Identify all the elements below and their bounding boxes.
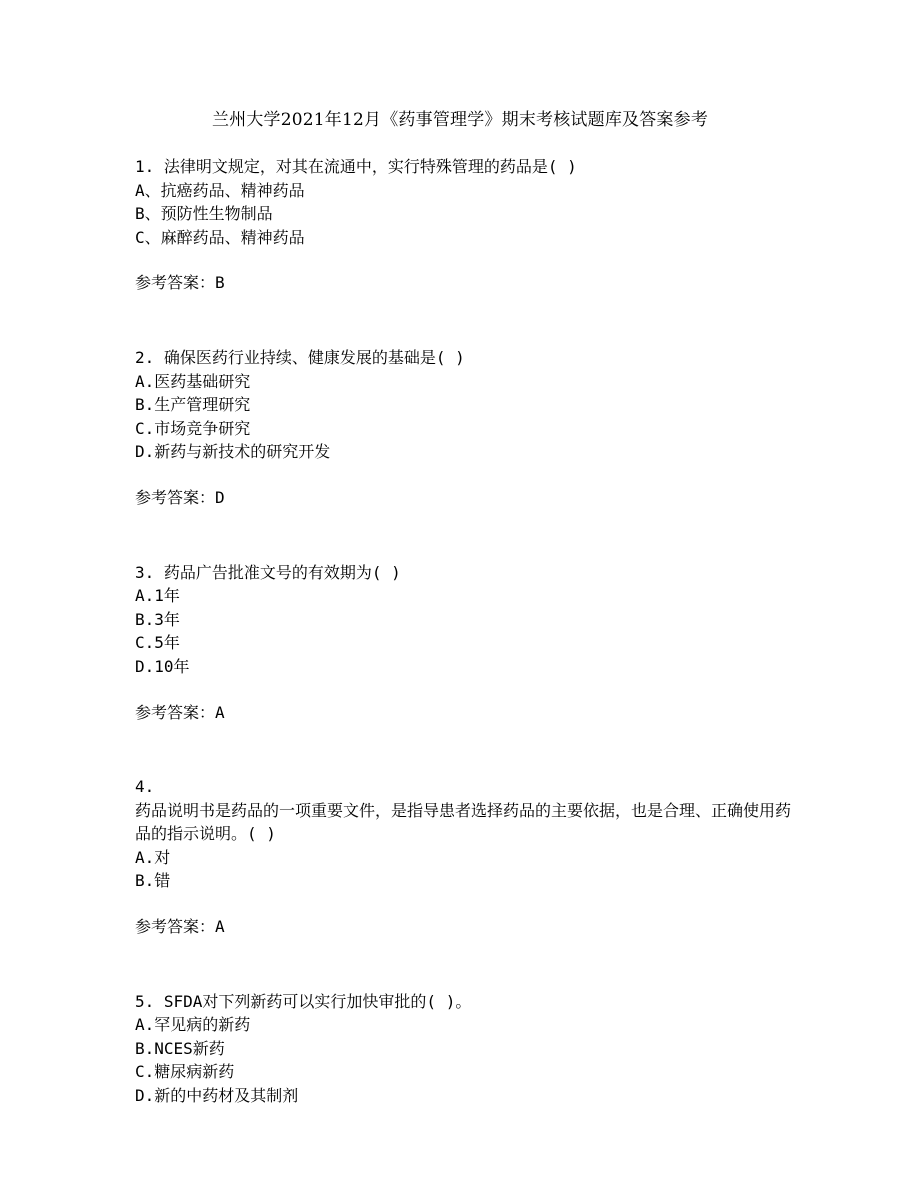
question-option: B.生产管理研究 [135,395,251,415]
question-option: D.10年 [135,656,190,676]
question-3 [135,561,795,725]
reference-answer: 参考答案：D [135,487,225,507]
question-5 [135,990,795,1108]
question-stem: 3. 药品广告批准文号的有效期为( ) [135,562,401,582]
question-2 [135,346,795,510]
question-4 [135,775,795,939]
question-option: C.市场竞争研究 [135,418,251,438]
question-stem: 5. SFDA对下列新药可以实行加快审批的( )。 [135,991,472,1011]
question-option: A.罕见病的新药 [135,1015,251,1035]
question-option: C.5年 [135,633,180,653]
question-option: B、预防性生物制品 [135,204,273,224]
question-stem: 1. 法律明文规定，对其在流通中，实行特殊管理的药品是( ) [135,157,577,176]
question-option: A.对 [135,847,171,867]
question-option: C.糖尿病新药 [135,1062,235,1082]
document-title: 兰州大学2021年12月《药事管理学》期末考核试题库及答案参考 [211,110,709,130]
question-option: C、麻醉药品、精神药品 [135,227,305,247]
reference-answer: 参考答案：A [135,917,225,937]
question-stem: 药品说明书是药品的一项重要文件，是指导患者选择药品的主要依据，也是合理、正确使用药品的指示说明。( ) [135,800,792,844]
question-list [135,155,795,1108]
reference-answer: 参考答案：A [135,702,225,722]
question-option: B.错 [135,871,171,891]
question-option: B.NCES新药 [135,1038,225,1058]
question-number: 4. [135,777,155,797]
question-option: A.1年 [135,586,180,606]
question-option: A.医药基础研究 [135,371,251,391]
question-stem: 2. 确保医药行业持续、健康发展的基础是( ) [135,347,465,367]
question-1 [135,155,795,295]
reference-answer: 参考答案：B [135,273,225,293]
question-option: B.3年 [135,609,180,629]
question-option: D.新药与新技术的研究开发 [135,442,331,462]
question-option: A、抗癌药品、精神药品 [135,180,305,200]
question-option: D.新的中药材及其制剂 [135,1086,299,1106]
